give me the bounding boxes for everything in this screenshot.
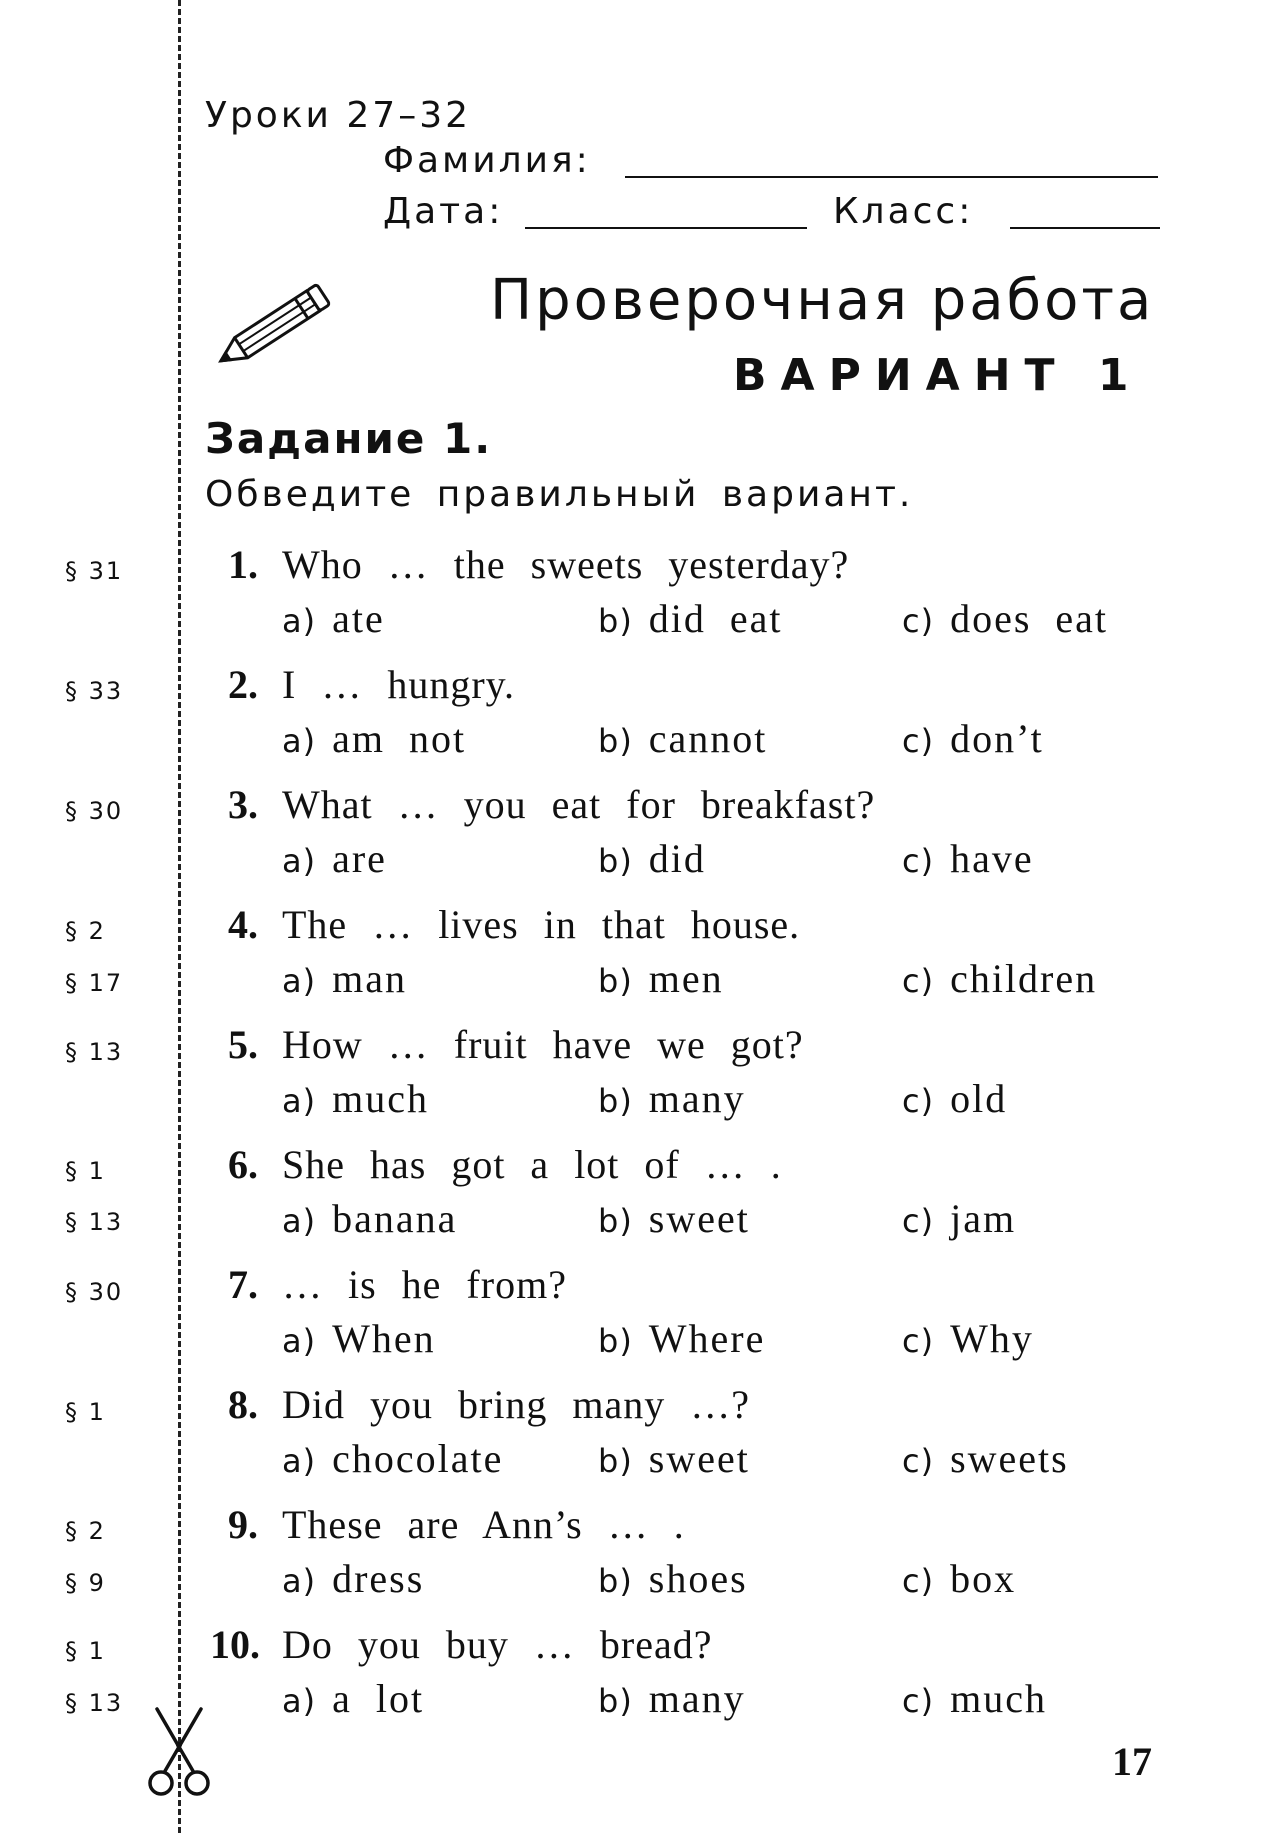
option-text: man <box>332 956 407 1001</box>
option-a[interactable] <box>282 1555 424 1602</box>
reference-6b: § 13 <box>65 1208 124 1236</box>
option-text: dress <box>332 1556 425 1601</box>
option-text: does eat <box>950 596 1109 641</box>
pencil-icon <box>203 275 343 380</box>
option-letter: a) <box>282 1322 317 1360</box>
class-field[interactable] <box>1010 227 1160 229</box>
task-title: Задание 1. <box>205 414 493 463</box>
option-c[interactable] <box>902 1555 1016 1602</box>
cut-line <box>178 0 181 1833</box>
reference-9a: § 2 <box>65 1517 106 1545</box>
option-text: much <box>950 1676 1047 1721</box>
option-text: sweet <box>648 1436 750 1481</box>
option-text: ate <box>332 596 385 641</box>
option-text: am not <box>332 716 467 761</box>
option-text: have <box>950 836 1034 881</box>
option-letter: c) <box>902 602 935 640</box>
option-b[interactable] <box>598 1675 746 1722</box>
option-letter: a) <box>282 1082 317 1120</box>
option-letter: a) <box>282 1442 317 1480</box>
option-text: shoes <box>648 1556 748 1601</box>
option-text: When <box>332 1316 436 1361</box>
question-text: Do you buy … bread? <box>282 1622 713 1667</box>
option-letter: a) <box>282 1562 317 1600</box>
option-b[interactable] <box>598 1435 750 1482</box>
option-letter: b) <box>598 842 633 880</box>
option-text: many <box>648 1076 746 1121</box>
reference-4b: § 17 <box>65 969 124 997</box>
question-text: What … you eat for breakfast? <box>282 782 876 827</box>
option-b[interactable] <box>598 835 706 882</box>
option-text: did eat <box>648 596 783 641</box>
option-a[interactable] <box>282 835 387 882</box>
option-text: box <box>950 1556 1017 1601</box>
option-letter: a) <box>282 722 317 760</box>
question-text: These are Ann’s … . <box>282 1502 685 1547</box>
question-number: 1. <box>228 542 258 587</box>
question-number: 6. <box>228 1142 258 1187</box>
option-letter: c) <box>902 1442 935 1480</box>
surname-label: Фамилия: <box>383 140 591 181</box>
option-a[interactable] <box>282 1315 436 1362</box>
option-text: sweet <box>648 1196 750 1241</box>
variant-label: ВАРИАНТ 1 <box>733 350 1143 401</box>
option-letter: b) <box>598 602 633 640</box>
option-text: did <box>648 836 706 881</box>
option-letter: b) <box>598 1562 633 1600</box>
option-letter: a) <box>282 962 317 1000</box>
reference-10a: § 1 <box>65 1637 106 1665</box>
option-letter: c) <box>902 1682 935 1720</box>
question-number: 4. <box>228 902 258 947</box>
option-b[interactable] <box>598 1195 750 1242</box>
question-number: 10. <box>210 1622 260 1667</box>
option-a[interactable] <box>282 1195 457 1242</box>
question-text: … is he from? <box>282 1262 567 1307</box>
reference-7a: § 30 <box>65 1278 124 1306</box>
question-number: 8. <box>228 1382 258 1427</box>
option-letter: c) <box>902 962 935 1000</box>
question-number: 5. <box>228 1022 258 1067</box>
question-text: The … lives in that house. <box>282 902 801 947</box>
option-a[interactable] <box>282 955 407 1002</box>
option-a[interactable] <box>282 1075 429 1122</box>
option-a[interactable] <box>282 1435 503 1482</box>
option-letter: c) <box>902 842 935 880</box>
question-number: 9. <box>228 1502 258 1547</box>
option-c[interactable] <box>902 1675 1047 1722</box>
option-b[interactable] <box>598 1075 746 1122</box>
option-letter: c) <box>902 722 935 760</box>
question-text: How … fruit have we got? <box>282 1022 804 1067</box>
option-a[interactable] <box>282 715 466 762</box>
option-text: Where <box>648 1316 766 1361</box>
option-text: much <box>332 1076 429 1121</box>
surname-field[interactable] <box>625 176 1158 178</box>
reference-8a: § 1 <box>65 1398 106 1426</box>
lessons-label: Уроки 27–32 <box>205 95 472 136</box>
option-letter: b) <box>598 1322 633 1360</box>
reference-2a: § 33 <box>65 677 124 705</box>
option-a[interactable] <box>282 1675 424 1722</box>
question-number: 3. <box>228 782 258 827</box>
option-text: are <box>332 836 387 881</box>
option-text: a lot <box>332 1676 425 1721</box>
option-letter: b) <box>598 1442 633 1480</box>
option-c[interactable] <box>902 1195 1016 1242</box>
option-a[interactable] <box>282 595 385 642</box>
option-c[interactable] <box>902 715 1044 762</box>
option-text: old <box>950 1076 1008 1121</box>
option-letter: a) <box>282 1202 317 1240</box>
class-label: Класс: <box>833 191 974 232</box>
question-number: 2. <box>228 662 258 707</box>
option-letter: c) <box>902 1562 935 1600</box>
question-text: Who … the sweets yesterday? <box>282 542 850 587</box>
option-letter: b) <box>598 962 633 1000</box>
reference-5a: § 13 <box>65 1038 124 1066</box>
option-text: jam <box>950 1196 1017 1241</box>
option-text: men <box>648 956 724 1001</box>
option-text: many <box>648 1676 746 1721</box>
option-letter: b) <box>598 722 633 760</box>
question-text: She has got a lot of … . <box>282 1142 782 1187</box>
option-text: don’t <box>950 716 1044 761</box>
option-letter: a) <box>282 842 317 880</box>
option-c[interactable] <box>902 955 1097 1002</box>
question-text: Did you bring many …? <box>282 1382 751 1427</box>
option-text: sweets <box>950 1436 1069 1481</box>
option-c[interactable] <box>902 1075 1007 1122</box>
question-number: 7. <box>228 1262 258 1307</box>
task-instruction: Обведите правильный вариант. <box>205 474 914 515</box>
reference-3a: § 30 <box>65 797 124 825</box>
option-letter: c) <box>902 1082 935 1120</box>
option-c[interactable] <box>902 835 1034 882</box>
option-text: Why <box>950 1316 1034 1361</box>
option-letter: b) <box>598 1202 633 1240</box>
option-b[interactable] <box>598 1555 748 1602</box>
reference-9b: § 9 <box>65 1569 106 1597</box>
option-b[interactable] <box>598 595 783 642</box>
page-title: Проверочная работа <box>490 268 1155 333</box>
question-text: I … hungry. <box>282 662 516 707</box>
option-c[interactable] <box>902 595 1108 642</box>
reference-4a: § 2 <box>65 917 106 945</box>
option-b[interactable] <box>598 955 724 1002</box>
option-b[interactable] <box>598 1315 765 1362</box>
scissors-icon <box>143 1705 215 1800</box>
option-text: banana <box>332 1196 458 1241</box>
page-number: 17 <box>1112 1739 1152 1784</box>
date-label: Дата: <box>383 191 504 232</box>
option-text: cannot <box>648 716 768 761</box>
reference-1a: § 31 <box>65 557 124 585</box>
option-text: children <box>950 956 1098 1001</box>
option-b[interactable] <box>598 715 767 762</box>
option-letter: b) <box>598 1682 633 1720</box>
option-letter: c) <box>902 1322 935 1360</box>
reference-6a: § 1 <box>65 1157 106 1185</box>
option-letter: c) <box>902 1202 935 1240</box>
option-text: chocolate <box>332 1436 504 1481</box>
date-field[interactable] <box>525 227 807 229</box>
option-c[interactable] <box>902 1435 1069 1482</box>
reference-10b: § 13 <box>65 1689 124 1717</box>
option-c[interactable] <box>902 1315 1034 1362</box>
option-letter: a) <box>282 1682 317 1720</box>
option-letter: a) <box>282 602 317 640</box>
option-letter: b) <box>598 1082 633 1120</box>
